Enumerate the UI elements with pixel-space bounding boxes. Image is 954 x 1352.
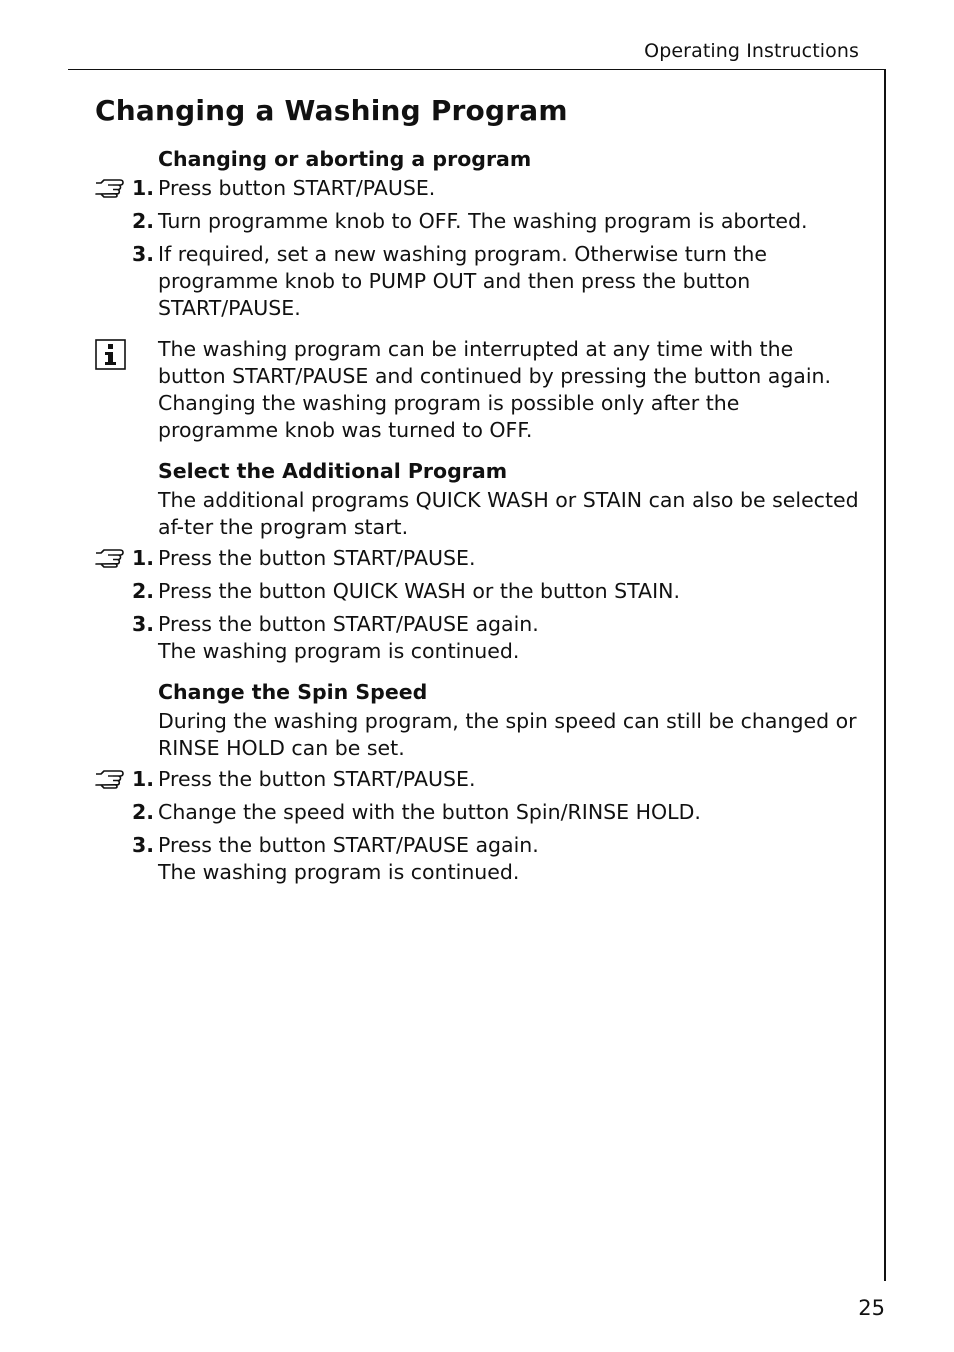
running-header: Operating Instructions [644, 40, 859, 62]
step-text: Press the button START/PAUSE. [158, 767, 476, 791]
step-number: 3. [132, 242, 155, 266]
info-note [158, 336, 860, 444]
step-text: Press the button START/PAUSE again. [158, 833, 539, 857]
section-spin-speed [0, 679, 954, 886]
step-number: 2. [132, 800, 155, 824]
step-number: 1. [132, 176, 155, 200]
step-number: 2. [132, 579, 155, 603]
step-item [132, 832, 860, 886]
step-result-text: The washing program is continued. [158, 860, 520, 884]
pointing-hand-icon [94, 767, 126, 789]
pointing-hand-icon [94, 546, 126, 568]
section-heading: Change the Spin Speed [158, 680, 428, 704]
info-icon [95, 339, 126, 370]
step-list [0, 545, 954, 665]
step-list [0, 175, 954, 322]
page-content [0, 146, 954, 892]
step-number: 3. [132, 612, 155, 636]
step-list [0, 766, 954, 886]
step-number: 2. [132, 209, 155, 233]
section-intro: The additional programs QUICK WASH or STAIN can also be selected af-ter the program start. [158, 488, 859, 539]
section-intro: During the washing program, the spin speed can still be changed or RINSE HOLD can be set. [158, 709, 857, 760]
header-rule [68, 69, 886, 70]
step-number: 3. [132, 833, 155, 857]
step-item [132, 208, 860, 235]
step-text: Press the button START/PAUSE again. [158, 612, 539, 636]
step-item [132, 578, 860, 605]
step-number: 1. [132, 767, 155, 791]
note-text: The washing program can be interrupted at any time with the button START/PAUSE and continued by pressing the button again. Changing the washing program is possible only after the programme knob was turned to OFF. [158, 337, 832, 442]
step-item [132, 241, 860, 322]
step-number: 1. [132, 546, 155, 570]
step-item [132, 799, 860, 826]
pointing-hand-icon [94, 176, 126, 198]
step-item [132, 175, 860, 202]
step-text: Turn programme knob to OFF. The washing program is aborted. [158, 209, 808, 233]
section-change-abort [0, 146, 954, 444]
step-text: If required, set a new washing program. Otherwise turn the programme knob to PUMP OUT and then press the button START/PAUSE. [158, 242, 768, 320]
step-item [132, 545, 860, 572]
step-text: Change the speed with the button Spin/RINSE HOLD. [158, 800, 701, 824]
step-item [132, 611, 860, 665]
page-number: 25 [858, 1296, 885, 1320]
page-title: Changing a Washing Program [95, 94, 568, 127]
section-heading: Select the Additional Program [158, 459, 508, 483]
step-result-text: The washing program is continued. [158, 639, 520, 663]
step-text: Press the button START/PAUSE. [158, 546, 476, 570]
step-text: Press button START/PAUSE. [158, 176, 436, 200]
section-additional-program [0, 458, 954, 665]
step-item [132, 766, 860, 793]
step-text: Press the button QUICK WASH or the button STAIN. [158, 579, 680, 603]
section-heading: Changing or aborting a program [158, 147, 532, 171]
